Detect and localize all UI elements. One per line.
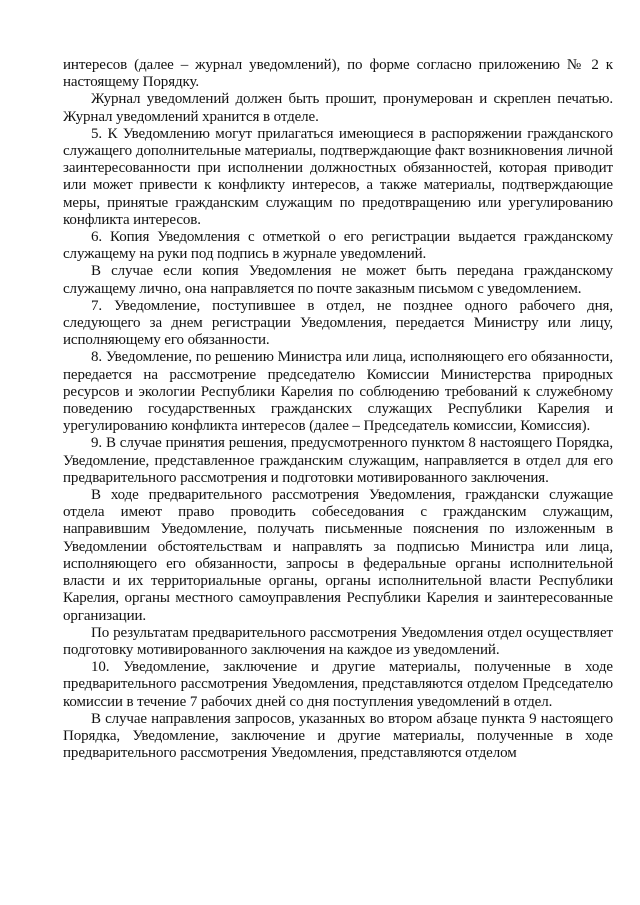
paragraph-journal-storage: Журнал уведомлений должен быть прошит, пронумерован и скреплен печатью. Журнал уведомлений хранится в отделе. [63, 91, 613, 125]
document-body [63, 57, 613, 762]
paragraph-item-6: 6. Копия Уведомления с отметкой о его регистрации выдается гражданскому служащему на руки под подпись в журнале уведомлений. [63, 229, 613, 263]
paragraph-item-7: 7. Уведомление, поступившее в отдел, не позднее одного рабочего дня, следующего за днем регистрации Уведомления, передается Министру или лицу, исполняющему его обязанности. [63, 297, 613, 349]
paragraph-item-8: 8. Уведомление, по решению Министра или лица, исполняющего его обязанности, передается на рассмотрение председателю Комиссии Министерства природных ресурсов и экологии Республики Карелия по соблюдению требований к служебному поведению государственных гражданских служащих Республики Карелия и урегулированию конфликта интересов (далее – Председатель комиссии, Комиссия). [63, 349, 613, 435]
paragraph-item-9-review: В ходе предварительного рассмотрения Уведомления, граждански служащие отдела имеют право проводить собеседования с гражданским служащим, направившим Уведомление, получать письменные пояснения по изложенным в Уведомлении обстоятельствам и направлять за подписью Министра или лица, исполняющего его обязанности, запросы в федеральные органы исполнительной власти и их территориальные органы, органы исполнительной власти Республики Карелия, органы местного самоуправления Республики Карелия и заинтересованные организации. [63, 487, 613, 624]
paragraph-item-5: 5. К Уведомлению могут прилагаться имеющиеся в распоряжении гражданского служащего дополнительные материалы, подтверждающие факт возникновения личной заинтересованности при исполнении должностных обязанностей, которая приводит или может привести к конфликту интересов, а также материалы, подтверждающие меры, принятые гражданским служащим по предотвращению или урегулированию конфликта интересов. [63, 125, 613, 228]
paragraph-continuation: интересов (далее – журнал уведомлений), по форме согласно приложению № 2 к настоящему Порядку. [63, 57, 613, 91]
paragraph-item-10-requests: В случае направления запросов, указанных во втором абзаце пункта 9 настоящего Порядка, Уведомление, заключение и другие материалы, полученные в ходе предварительного рассмотрения Уведомления, представляются отделом [63, 710, 613, 762]
paragraph-item-9-result: По результатам предварительного рассмотрения Уведомления отдел осуществляет подготовку мотивированного заключения на каждое из уведомлений. [63, 624, 613, 658]
paragraph-item-6-mail: В случае если копия Уведомления не может быть передана гражданскому служащему лично, она направляется по почте заказным письмом с уведомлением. [63, 263, 613, 297]
paragraph-item-10: 10. Уведомление, заключение и другие материалы, полученные в ходе предварительного рассмотрения Уведомления, представляются отделом Председателю комиссии в течение 7 рабочих дней со дня поступления уведомлений в отдел. [63, 659, 613, 710]
paragraph-item-9: 9. В случае принятия решения, предусмотренного пунктом 8 настоящего Порядка, Уведомление, представленное гражданским служащим, направляется в отдел для его предварительного рассмотрения и подготовки мотивированного заключения. [63, 435, 613, 486]
